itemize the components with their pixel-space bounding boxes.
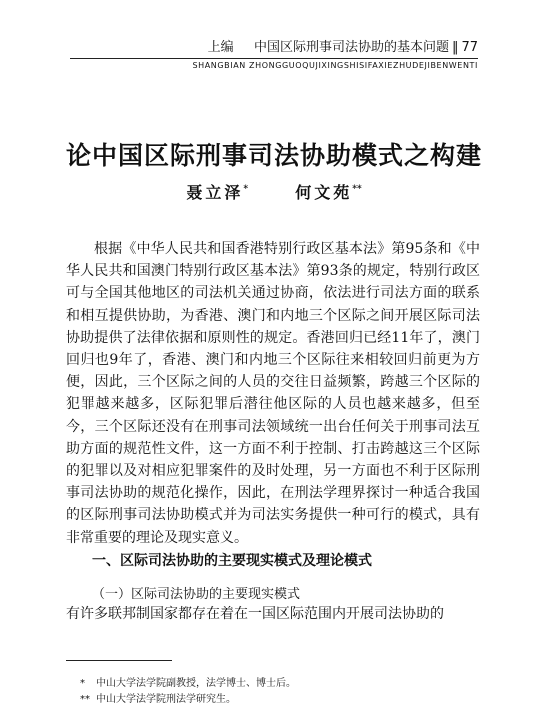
author-line: [0, 180, 548, 203]
header-line: [70, 40, 478, 56]
header-section: 上编: [207, 40, 234, 55]
header-rule: [70, 58, 478, 59]
header-separator: ‖: [451, 40, 459, 55]
footnote: [80, 694, 236, 706]
footnote-mark: **: [80, 694, 90, 705]
header-running-title: 中国区际刑事司法协助的基本问题: [253, 40, 449, 55]
header-pinyin: SHANGBIAN ZHONGGUOQUJIXINGSHISIFAXIEZHUDEJIBENWENTI: [192, 61, 478, 70]
section-heading: 一、区际司法协助的主要现实模式及理论模式: [92, 553, 372, 569]
article-title: 论中国区际刑事司法协助模式之构建: [65, 141, 482, 170]
author-name: 何文苑: [295, 183, 353, 202]
footnote-rule: [66, 660, 172, 661]
footnote-mark: *: [80, 678, 85, 689]
subsection-heading: （一）区际司法协助的主要现实模式: [92, 587, 301, 602]
body-paragraph: 根据《中华人民共和国香港特别行政区基本法》第95条和《中华人民共和国澳门特别行政区基本法》第93条的规定，特别行政区可与全国其他地区的司法机关通过协商，依法进行司法方面的联系和相互提供协助，为香港、澳门和内地三个区际之间开展区际司法协助提供了法律依据和原则性的规定。香港回归已经11年了，澳门回归也9年了，香港、澳门和内地三个区际往来相较回归前更为方便，因此，三个区际之间的人员的交往日益频繁，跨越三个区际的犯罪越来越多，区际犯罪后潜往他区际的人员也越来越多，但至今，三个区际还没有在刑事司法领域统一出台任何关于刑事司法互助方面的规范性文件，这一方面不利于控制、打击跨越这三个区际的犯罪以及对相应犯罪案件的及时处理，另一方面也不利于区际刑事司法协助的规范化操作，因此，在刑法学理界探讨一种适合我国的区际刑事司法协助模式并为司法实务提供一种可行的模式，具有非常重要的理论及现实意义。: [66, 241, 480, 546]
running-header: [70, 40, 478, 72]
author-footnote-mark: **: [352, 184, 362, 195]
footnote-text: 中山大学法学院副教授，法学博士、博士后。: [96, 678, 296, 689]
author-name: 聂立泽: [186, 183, 244, 202]
article-body: [66, 238, 480, 549]
footnote: [80, 678, 296, 690]
body-line: 有许多联邦制国家都存在着在一国区际范围内开展司法协助的: [66, 606, 444, 622]
footnote-text: 中山大学法学院刑法学研究生。: [96, 694, 236, 705]
page-number: 77: [461, 40, 478, 55]
author-footnote-mark: *: [243, 184, 249, 195]
